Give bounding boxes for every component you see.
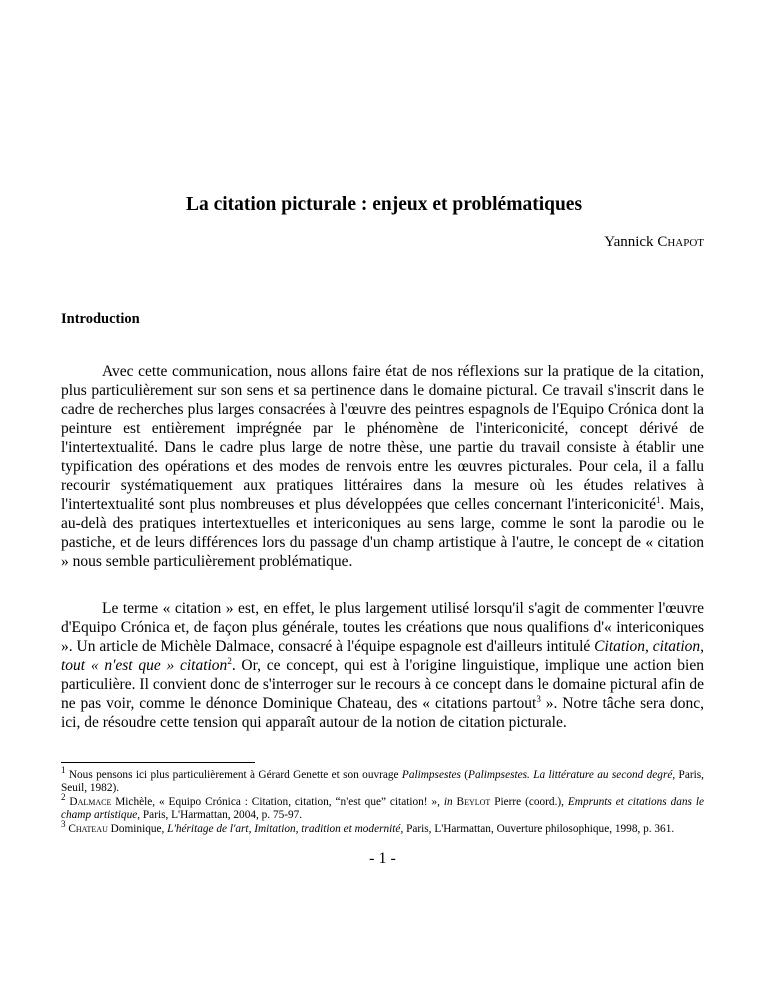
paragraph-text: Le terme « citation » est, en effet, le plus largement utilisé lorsqu'il s'agit de commenter l'œuvre d'Equipo Crónica et, de façon plus générale, toutes les créations que nous qualifions d'« intericoniques ». Un article de Michèle Dalmace, consacré à l'équipe espagnole est d'ailleurs intitulé [61,600,704,655]
footnote-italic: Palimpsestes [401,769,461,781]
footnote-author: Chateau [68,822,108,835]
footnote-text: Pierre (coord.), [490,795,568,808]
footnote-1 [61,765,704,796]
footnote-number: 3 [61,818,66,829]
footnote-text: Michèle, « Equipo Crónica : Citation, citation, “n'est que” citation! », [111,795,444,808]
footnote-ref-2[interactable]: 2 [227,655,232,666]
footnote-author: Beylot [456,795,491,808]
author-first-name: Yannick [604,234,654,250]
page-number: - 1 - [369,850,396,868]
footnote-italic: L'héritage de l'art, Imitation, tradition et modernité [167,822,401,835]
author-name [61,234,704,251]
footnote-text: Nous pensons ici plus particulièrement à Gérard Genette et son ouvrage [68,769,402,781]
footnote-italic: Emprunts et citations dans le champ artistique [61,795,705,822]
footnote-text: , Paris, L'Harmattan, 2004, p. 75-97. [137,809,303,822]
document-title: La citation picturale : enjeux et problématiques [185,194,583,215]
footnote-text: Dominique, [107,822,168,835]
footnote-text: , Paris, L'Harmattan, Ouverture philosophique, 1998, p. 361. [400,822,675,835]
footnote-italic: in [443,795,453,808]
paragraph-2 [61,599,704,732]
footnote-2 [61,792,705,823]
footnote-author: Dalmace [69,795,112,808]
footnote-separator [61,762,255,763]
footnote-number: 1 [61,765,66,776]
paragraph-text: ». Notre tâche sera donc, ici, de résoudre cette tension qui apparaît autour de la notion de citation picturale. [61,695,704,731]
author-last-name: Chapot [657,234,704,250]
article-title: Citation, citation, tout « n'est que » citation [61,638,704,674]
paragraph-text: . Or, ce concept, qui est à l'origine linguistique, implique une action bien particulière. Il convient donc de s'interroger sur le recours à ce concept dans le domaine pictural afin de ne pas voir, comme le dénonce Dominique Chateau, des « citations partout [61,657,704,712]
footnote-text: , Paris, Seuil, 1982). [61,769,704,795]
paragraph-text: . Mais, au-delà des pratiques intertextuelles et intericoniques au sens large, comme le sont la parodie ou le pastiche, et de leurs différences lors du passage d'un champ artistique à l'autre, le concept de « citation » nous semble particulièrement problématique. [61,496,704,570]
footnote-ref-1[interactable]: 1 [655,494,661,505]
footnote-text: ( [460,769,469,781]
footnote-3 [61,818,704,836]
paragraph-text: Avec cette communication, nous allons faire état de nos réflexions sur la pratique de la citation, plus particulièrement sur son sens et sa pertinence dans le domaine pictural. Ce travail s'inscrit dans le cadre de recherches plus larges consacrées à l'œuvre des peintres espagnols de l'Equipo Crónica dont la peinture est entièrement imprégnée par le phénomène de l'intericonicité, concept dérivé de l'intertextualité. Dans le cadre plus large de notre thèse, une partie du travail consiste à établir une typification des opérations et des modes de renvois entre les œuvres picturales. Pour cela, il a fallu recourir systématiquement aux pratiques littéraires dans la mesure où les études relatives à l'intertextualité sont plus nombreuses et plus développées que celles concernant l'intericonicité [61,363,704,513]
footnote-number: 2 [61,792,66,803]
footnotes [61,765,705,836]
footnote-ref-3[interactable]: 3 [536,693,541,704]
paragraph-1 [61,362,704,571]
footnote-italic: Palimpsestes. La littérature au second degré [468,769,673,781]
section-heading: Introduction [61,311,140,327]
